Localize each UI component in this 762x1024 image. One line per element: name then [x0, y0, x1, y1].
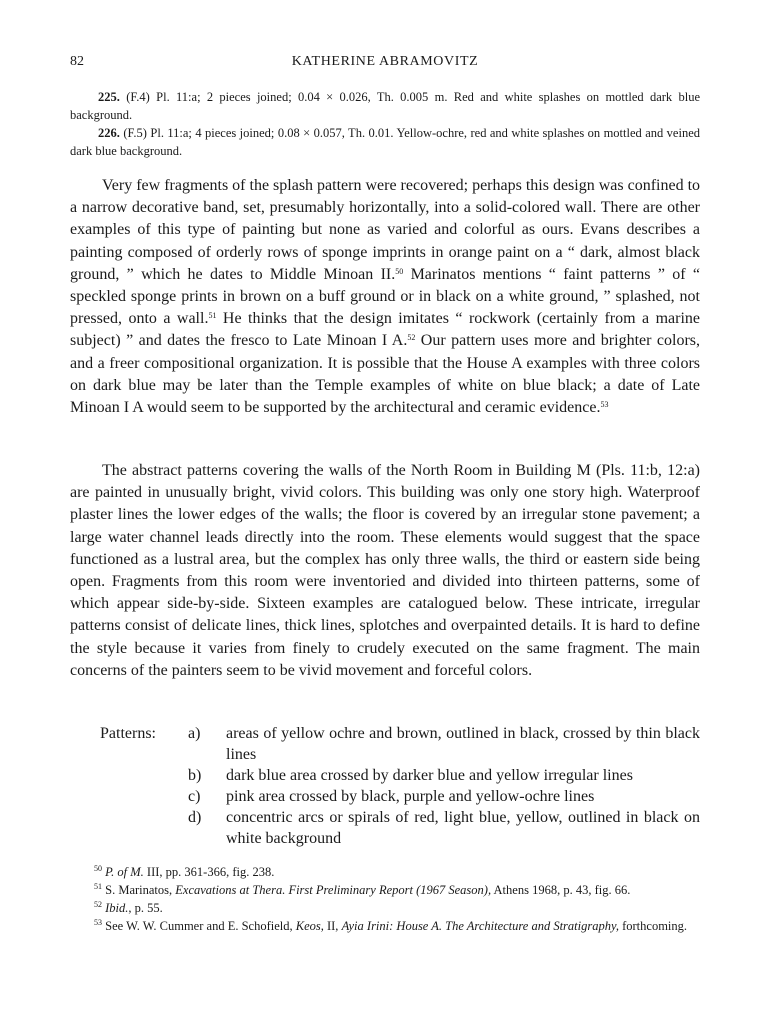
- entry-text: (F.4) Pl. 11:a; 2 pieces joined; 0.04 × 0.026, Th. 0.005 m. Red and white splashes on mottled dark blue background.: [70, 90, 700, 122]
- footnote-52: $^{52}$ Ibid., p. 55.: [94, 900, 163, 915]
- entry-text: (F.5) Pl. 11:a; 4 pieces joined; 0.08 × 0.057, Th. 0.01. Yellow-ochre, red and white splashes on mottled and veined dark blue background.: [70, 126, 700, 158]
- body-paragraph-1: Very few fragments of the splash pattern were recovered; perhaps this design was confined to a narrow decorative band, set, presumably horizontally, into a solid-colored wall. There are other examples of this type of painting but none as varied and colorful as ours. Evans describes a painting composed of orderly rows of sponge imprints in orange paint on a “ dark, almost black ground, ” which he dates to Middle Minoan II.$^{50}$ Marinatos mentions “ faint patterns ” of “ speckled sponge prints in brown on a buff ground or in black on a white ground, ” splashed, not pressed, onto a wall.$^{51}$ He thinks that the design imitates “ rockwork (certainly from a marine subject) ” and dates the fresco to Late Minoan I A.$^{52}$ Our pattern uses more and brighter colors, and a freer compositional organization. It is possible that the House A examples with three colors on dark blue may be later than the Temple examples of white on blue black; a date of Late Minoan I A would seem to be supported by the architectural and ceramic evidence.$^{53}$: [70, 177, 701, 417]
- pattern-item: [100, 723, 700, 765]
- pattern-text: pink area crossed by black, purple and yellow-ochre lines: [226, 788, 595, 805]
- running-title: KATHERINE ABRAMOVITZ: [291, 54, 479, 69]
- pattern-item: [100, 765, 700, 786]
- page-header: [70, 54, 700, 74]
- entry-number: 225.: [98, 90, 120, 104]
- body-paragraph-2: The abstract patterns covering the walls of the North Room in Building M (Pls. 11:b, 12:a) are painted in unusually bright, vivid colors. This building was only one story high. Waterproof plaster lines the lower edges of the walls; the floor is covered by an irregular stone pavement; a large water channel leads directly into the room. These elements would suggest that the space functioned as a lustral area, but the complex has only three walls, the third or eastern side being open. Fragments from this room were inventoried and divided into thirteen patterns, some of which appear side-by-side. Sixteen examples are catalogued below. These intricate, irregular patterns consist of delicate lines, thick lines, splotches and overpainted details. It is hard to define the style because it varies from finely to crudely executed on the same fragment. The main concerns of the painters seem to be vivid movement and forceful colors.: [70, 462, 700, 679]
- footnote-ref-53: 53: [600, 400, 609, 410]
- footnote-ref-51: 51: [208, 311, 217, 321]
- catalogue-entry-225: [70, 88, 700, 124]
- catalogue-entry-226: [70, 124, 700, 160]
- page-number: 82: [70, 54, 84, 69]
- pattern-text: dark blue area crossed by darker blue and yellow irregular lines: [226, 767, 633, 784]
- pattern-letter: b): [188, 767, 202, 784]
- footnote-ref-52: 52: [407, 333, 416, 343]
- entry-number: 226.: [98, 126, 120, 140]
- pattern-letter: c): [188, 788, 201, 805]
- footnote-51: $^{51}$ S. Marinatos, Excavations at Thera. First Preliminary Report (1967 Season), Athens 1968, p. 43, fig. 66.: [94, 882, 631, 897]
- footnote-ref-50: 50: [395, 266, 404, 276]
- patterns-list: [100, 723, 700, 849]
- footnotes: [70, 863, 700, 935]
- footnote-50: $^{50}$ P. of M. III, pp. 361-366, fig. 238.: [94, 864, 275, 879]
- pattern-item: [100, 786, 700, 807]
- pattern-item: [100, 807, 700, 849]
- footnote-53: $^{53}$ See W. W. Cummer and E. Schofield, Keos, II, Ayia Irini: House A. The Architecture and Stratigraphy, forthcoming.: [94, 918, 688, 933]
- pattern-text: concentric arcs or spirals of red, light blue, yellow, outlined in black on white background: [226, 809, 700, 847]
- pattern-letter: d): [188, 809, 202, 826]
- pattern-text: areas of yellow ochre and brown, outlined in black, crossed by thin black lines: [226, 725, 700, 763]
- patterns-label: Patterns:: [100, 725, 156, 742]
- pattern-letter: a): [188, 725, 201, 742]
